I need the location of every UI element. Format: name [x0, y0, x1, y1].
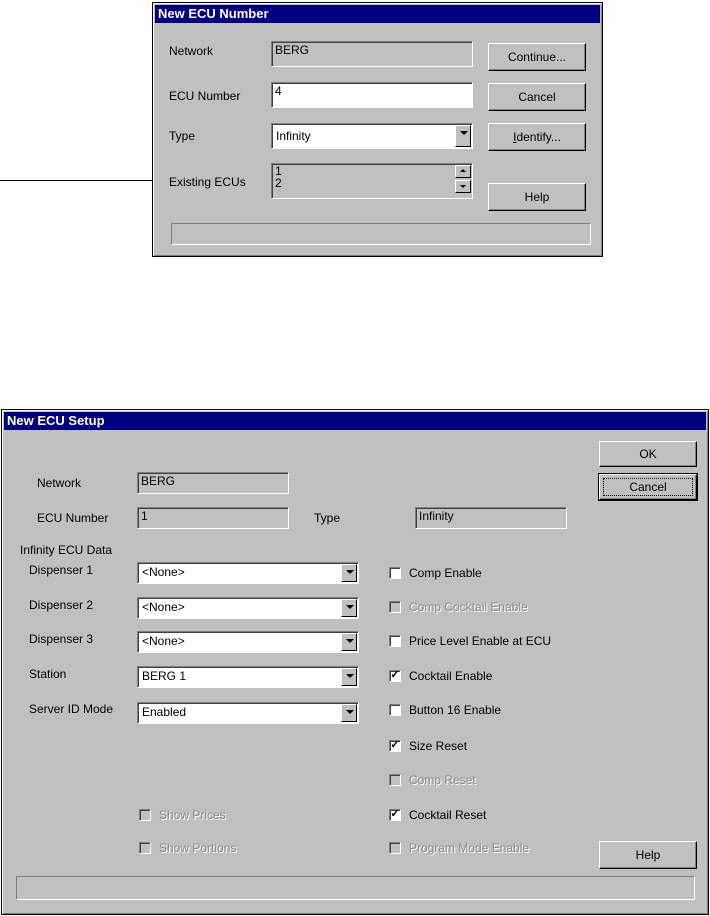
dispenser-1-value: <None> — [142, 565, 185, 579]
network-field: BERG — [271, 41, 473, 67]
chevron-down-icon[interactable] — [455, 125, 471, 147]
scroll-up-icon[interactable] — [455, 165, 471, 178]
checkbox-label: Size Reset — [409, 739, 468, 753]
scroll-down-icon[interactable] — [455, 180, 471, 193]
new-ecu-number-dialog — [152, 2, 603, 257]
dispenser-1-label: Dispenser 1 — [29, 563, 94, 577]
chevron-down-icon[interactable] — [341, 564, 357, 582]
dispenser-3-value: <None> — [142, 634, 185, 648]
checkbox-box — [139, 842, 151, 854]
dispenser-2-select[interactable] — [137, 597, 359, 619]
checkbox-label: Program Mode Enable — [409, 841, 530, 855]
cancel-label: Cancel — [629, 480, 667, 494]
checkbox-box[interactable]: ✓ — [390, 739, 400, 751]
dispenser-3-label: Dispenser 3 — [29, 632, 94, 646]
server-id-mode-select[interactable] — [137, 702, 359, 724]
list-item[interactable]: 2 — [275, 176, 282, 190]
checkbox-label: Comp Reset — [409, 773, 476, 787]
checkbox-box[interactable] — [389, 567, 401, 579]
new-ecu-setup-dialog — [1, 409, 709, 915]
type-field: Infinity — [415, 507, 567, 529]
continue-button[interactable]: Continue... — [488, 43, 586, 71]
identify-mnemonic: I — [513, 130, 517, 144]
ecu-number-label: ECU Number — [37, 511, 109, 525]
checkbox-label: Price Level Enable at ECU — [409, 634, 552, 648]
ecu-number-field: 1 — [137, 507, 289, 529]
ok-button[interactable]: OK — [599, 441, 697, 467]
callout-line — [0, 180, 162, 181]
identify-label: dentify... — [516, 130, 561, 144]
existing-ecus-list[interactable] — [271, 163, 473, 199]
network-field: BERG — [137, 472, 289, 494]
dialog-title: New ECU Number — [155, 5, 600, 23]
chevron-down-icon[interactable] — [341, 668, 357, 686]
type-select-value: Infinity — [276, 129, 311, 143]
dispenser-2-label: Dispenser 2 — [29, 598, 94, 612]
checkbox-label: Show Prices — [159, 808, 226, 822]
dispenser-2-value: <None> — [142, 600, 185, 614]
checkbox-box[interactable]: ✓ — [390, 669, 400, 681]
chevron-down-icon[interactable] — [341, 599, 357, 617]
type-label: Type — [314, 511, 341, 525]
status-bar — [16, 876, 695, 900]
type-select[interactable] — [271, 123, 473, 149]
network-label: Network — [37, 476, 82, 490]
cancel-button[interactable]: Cancel — [488, 83, 586, 111]
type-label: Type — [169, 129, 196, 143]
section-label: Infinity ECU Data — [20, 543, 113, 557]
checkbox-box — [389, 842, 401, 854]
checkbox-label: Comp Cocktail Enable — [409, 600, 528, 614]
dispenser-1-select[interactable] — [137, 562, 359, 584]
status-bar — [171, 223, 591, 245]
existing-ecus-label: Existing ECUs — [169, 175, 246, 189]
checkbox-box — [389, 774, 401, 786]
ecu-number-label: ECU Number — [169, 89, 241, 103]
checkbox-box — [139, 809, 151, 821]
help-button[interactable]: Help — [488, 183, 586, 211]
checkbox-label: Show Portions — [159, 841, 237, 855]
server-id-mode-label: Server ID Mode — [29, 702, 114, 716]
checkbox-label: Button 16 Enable — [409, 703, 502, 717]
checkbox-label: Comp Enable — [409, 566, 482, 580]
server-id-mode-value: Enabled — [142, 705, 187, 719]
station-value: BERG 1 — [142, 669, 187, 683]
checkbox-box[interactable]: ✓ — [390, 808, 400, 820]
chevron-down-icon[interactable] — [341, 633, 357, 651]
network-label: Network — [169, 44, 214, 58]
cancel-button[interactable] — [599, 474, 697, 500]
station-label: Station — [29, 667, 67, 681]
checkbox-box[interactable] — [389, 704, 401, 716]
dispenser-3-select[interactable] — [137, 631, 359, 653]
ecu-number-input[interactable]: 4 — [271, 82, 473, 108]
checkbox-label: Cocktail Enable — [409, 669, 493, 683]
checkbox-box — [389, 601, 401, 613]
checkbox-box[interactable] — [389, 635, 401, 647]
list-item[interactable]: 1 — [275, 164, 282, 178]
dialog-title: New ECU Setup — [4, 412, 706, 430]
identify-button[interactable] — [488, 123, 586, 151]
checkbox-label: Cocktail Reset — [409, 808, 487, 822]
chevron-down-icon[interactable] — [341, 704, 357, 722]
station-select[interactable] — [137, 666, 359, 688]
help-button[interactable]: Help — [599, 841, 697, 869]
